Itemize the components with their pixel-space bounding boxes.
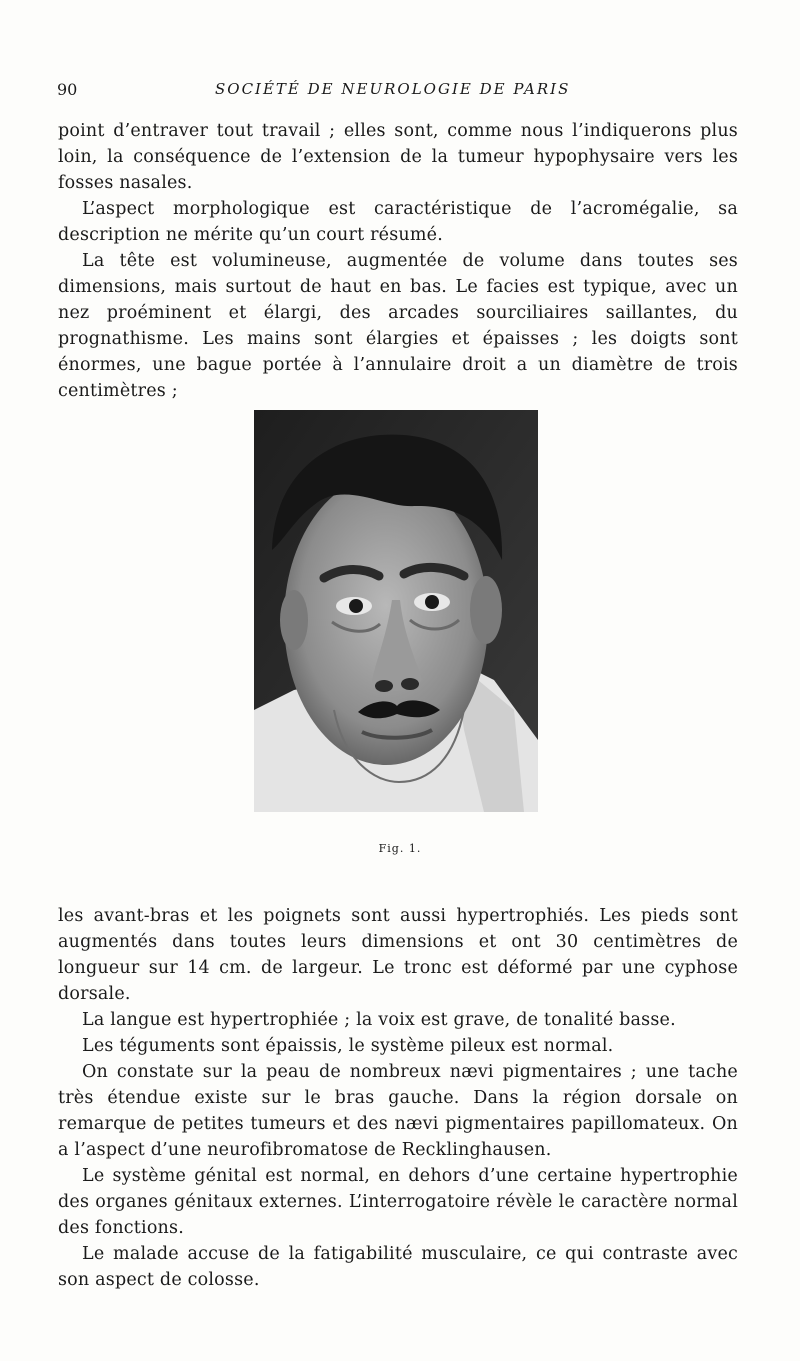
patient-portrait-photo <box>254 410 538 812</box>
page-number: 90 <box>57 80 78 99</box>
paragraph: L’aspect morphologique est caractéristique de l’acromégalie, sa description ne mérite qu’un court résumé. <box>58 199 738 245</box>
figure-caption: Fig. 1. <box>378 842 422 855</box>
bottom-text-block <box>58 903 738 1293</box>
portrait-illustration <box>254 410 538 812</box>
paragraph: La tête est volumineuse, augmentée de volume dans toutes ses dimensions, mais surtout de haut en bas. Le facies est typique, avec un nez proéminent et élargi, des arcades sourciliaires saillantes, du prognathisme. Les mains sont élargies et épaisses ; les doigts sont énormes, une bague portée à l’annulaire droit a un diamètre de trois centimètres ; <box>58 251 738 401</box>
paragraph: Les téguments sont épaissis, le système pileux est normal. <box>82 1036 614 1056</box>
paragraph: On constate sur la peau de nombreux nævi pigmentaires ; une tache très étendue existe sur le bras gauche. Dans la région dorsale on remarque de petites tumeurs et des nævi pigmentaires papillomateux. On a l’aspect d’une neurofibromatose de Recklinghausen. <box>58 1062 738 1160</box>
paragraph: Le système génital est normal, en dehors d’une certaine hypertrophie des organes génitaux externes. L’interrogatoire révèle le caractère normal des fonctions. <box>58 1166 738 1238</box>
paragraph: La langue est hypertrophiée ; la voix est grave, de tonalité basse. <box>82 1010 676 1030</box>
paragraph: point d’entraver tout travail ; elles sont, comme nous l’indiquerons plus loin, la conséquence de l’extension de la tumeur hypophysaire vers les fosses nasales. <box>58 121 738 193</box>
paragraph: les avant-bras et les poignets sont aussi hypertrophiés. Les pieds sont augmentés dans toutes leurs dimensions et ont 30 centimètres de longueur sur 14 cm. de largeur. Le tronc est déformé par une cyphose dorsale. <box>58 906 738 1004</box>
journal-title: SOCIÉTÉ DE NEUROLOGIE DE PARIS <box>215 80 571 98</box>
paragraph: Le malade accuse de la fatigabilité musculaire, ce qui contraste avec son aspect de colosse. <box>58 1244 738 1290</box>
top-text-block <box>58 118 738 404</box>
running-head <box>57 80 737 102</box>
